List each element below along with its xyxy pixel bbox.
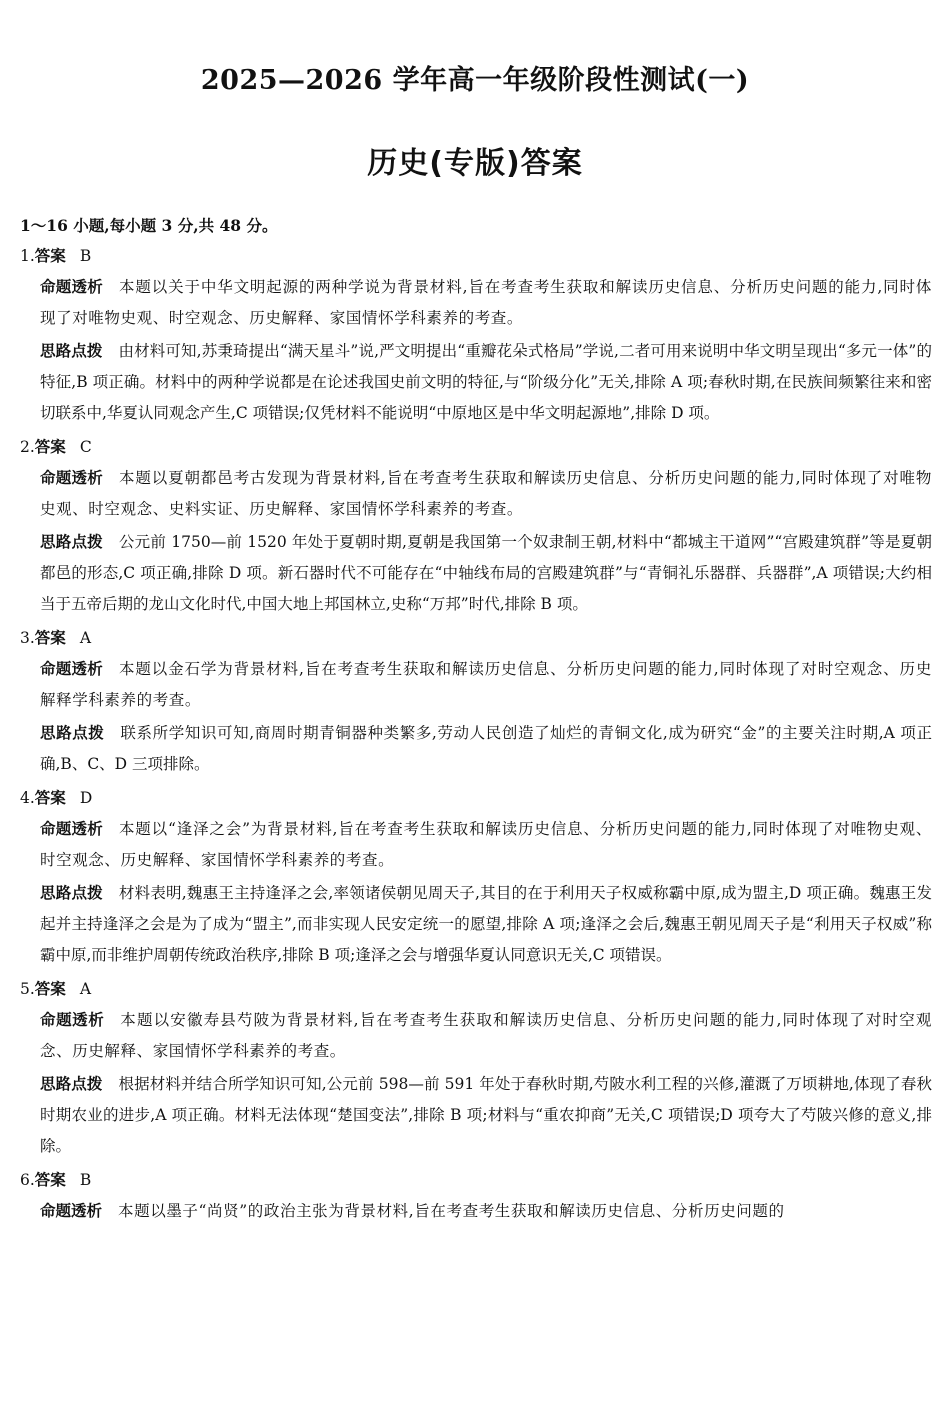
answer-value: C: [79, 438, 92, 456]
analysis-paragraph: [40, 814, 932, 876]
hint-text: 根据材料并结合所学知识可知,公元前 598—前 591 年处于春秋时期,芍陂水利工程的兴修,灌溉了万顷耕地,体现了春秋时期农业的进步,A 项正确。材料无法体现“楚国变法”,排除 B 项;材料与“重农抑商”无关,C 项错误;D 项夸大了芍陂兴修的意义,排除。: [40, 1075, 932, 1155]
question-1: [20, 244, 932, 429]
question-header: [20, 977, 932, 1001]
question-header: [20, 435, 932, 459]
section-intro: 1～16 小题,每小题 3 分,共 48 分。: [20, 216, 278, 235]
analysis-label: 命题透析: [40, 1202, 103, 1220]
question-number: 1.: [20, 247, 35, 265]
hint-label: 思路点拨: [40, 1075, 103, 1093]
answer-label: 答案: [34, 247, 66, 265]
analysis-paragraph: [40, 463, 932, 525]
analysis-text: 本题以关于中华文明起源的两种学说为背景材料,旨在考查考生获取和解读历史信息、分析历史问题的能力,同时体现了对唯物史观、时空观念、历史解释、家国情怀学科素养的考查。: [40, 278, 932, 327]
hint-paragraph: [40, 718, 932, 780]
question-number: 2.: [20, 438, 35, 456]
question-header: [20, 1168, 932, 1192]
hint-label: 思路点拨: [40, 342, 103, 360]
analysis-label: 命题透析: [40, 820, 103, 838]
question-6: [20, 1168, 932, 1227]
analysis-paragraph: [40, 654, 932, 716]
analysis-paragraph: [40, 1196, 932, 1227]
hint-label: 思路点拨: [40, 884, 103, 902]
hint-text: 由材料可知,苏秉琦提出“满天星斗”说,严文明提出“重瓣花朵式格局”学说,二者可用来说明中华文明呈现出“多元一体”的特征,B 项正确。材料中的两种学说都是在论述我国史前文明的特征,与“阶级分化”无关,排除 A 项;春秋时期,在民族间频繁往来和密切联系中,华夏认同观念产生,C 项错误;仅凭材料不能说明“中原地区是中华文明起源地”,排除 D 项。: [40, 342, 932, 422]
hint-text: 材料表明,魏惠王主持逢泽之会,率领诸侯朝见周天子,其目的在于利用天子权威称霸中原,成为盟主,D 项正确。魏惠王发起并主持逢泽之会是为了成为“盟主”,而非实现人民安定统一的愿望,排除 A 项;逢泽之会后,魏惠王朝见周天子是“利用天子权威”称霸中原,而非维护周朝传统政治秩序,排除 B 项;逢泽之会与增强华夏认同意识无关,C 项错误。: [40, 884, 932, 964]
question-5: [20, 977, 932, 1162]
question-2: [20, 435, 932, 620]
answer-value: D: [79, 789, 93, 807]
analysis-text: 本题以“逢泽之会”为背景材料,旨在考查考生获取和解读历史信息、分析历史问题的能力,同时体现了对唯物史观、时空观念、历史解释、家国情怀学科素养的考查。: [40, 820, 932, 869]
page-title: 2025—2026 学年高一年级阶段性测试(一): [200, 65, 750, 96]
answer-value: B: [79, 1171, 92, 1189]
answer-value: B: [79, 247, 92, 265]
hint-paragraph: [40, 336, 932, 429]
analysis-label: 命题透析: [40, 469, 104, 487]
analysis-label: 命题透析: [40, 1011, 105, 1029]
analysis-text: 本题以墨子“尚贤”的政治主张为背景材料,旨在考查考生获取和解读历史信息、分析历史问题的: [118, 1202, 785, 1220]
question-header: [20, 244, 932, 268]
question-header: [20, 626, 932, 650]
analysis-text: 本题以夏朝都邑考古发现为背景材料,旨在考查考生获取和解读历史信息、分析历史问题的能力,同时体现了对唯物史观、时空观念、史料实证、历史解释、家国情怀学科素养的考查。: [40, 469, 932, 518]
analysis-paragraph: [40, 1005, 932, 1067]
hint-text: 联系所学知识可知,商周时期青铜器种类繁多,劳动人民创造了灿烂的青铜文化,成为研究“金”的主要关注时期,A 项正确,B、C、D 三项排除。: [40, 724, 932, 773]
analysis-label: 命题透析: [40, 660, 104, 678]
question-number: 5.: [20, 980, 35, 998]
hint-paragraph: [40, 527, 932, 620]
answer-label: 答案: [34, 1171, 66, 1189]
question-number: 3.: [20, 629, 35, 647]
answer-label: 答案: [34, 438, 66, 456]
question-3: [20, 626, 932, 780]
analysis-text: 本题以安徽寿县芍陂为背景材料,旨在考查考生获取和解读历史信息、分析历史问题的能力,同时体现了对时空观念、历史解释、家国情怀学科素养的考查。: [40, 1011, 932, 1060]
question-number: 6.: [20, 1171, 35, 1189]
hint-label: 思路点拨: [40, 533, 103, 551]
analysis-label: 命题透析: [40, 278, 104, 296]
question-number: 4.: [20, 789, 35, 807]
hint-paragraph: [40, 1069, 932, 1162]
hint-paragraph: [40, 878, 932, 971]
answer-label: 答案: [34, 789, 66, 807]
analysis-paragraph: [40, 272, 932, 334]
answer-label: 答案: [34, 980, 66, 998]
analysis-text: 本题以金石学为背景材料,旨在考查考生获取和解读历史信息、分析历史问题的能力,同时体现了对时空观念、历史解释学科素养的考查。: [40, 660, 932, 709]
answer-value: A: [79, 629, 92, 647]
question-header: [20, 786, 932, 810]
question-4: [20, 786, 932, 971]
hint-text: 公元前 1750—前 1520 年处于夏朝时期,夏朝是我国第一个奴隶制王朝,材料中“都城主干道网”“宫殿建筑群”等是夏朝都邑的形态,C 项正确,排除 D 项。新石器时代不可能存在“中轴线布局的宫殿建筑群”与“青铜礼乐器群、兵器群”,A 项错误;大约相当于五帝后期的龙山文化时代,中国大地上邦国林立,史称“万邦”时代,排除 B 项。: [40, 533, 932, 613]
hint-label: 思路点拨: [40, 724, 105, 742]
answer-value: A: [79, 980, 92, 998]
page-subtitle: 历史(专版)答案: [367, 146, 583, 181]
answer-label: 答案: [34, 629, 66, 647]
answer-content: [20, 214, 932, 1229]
